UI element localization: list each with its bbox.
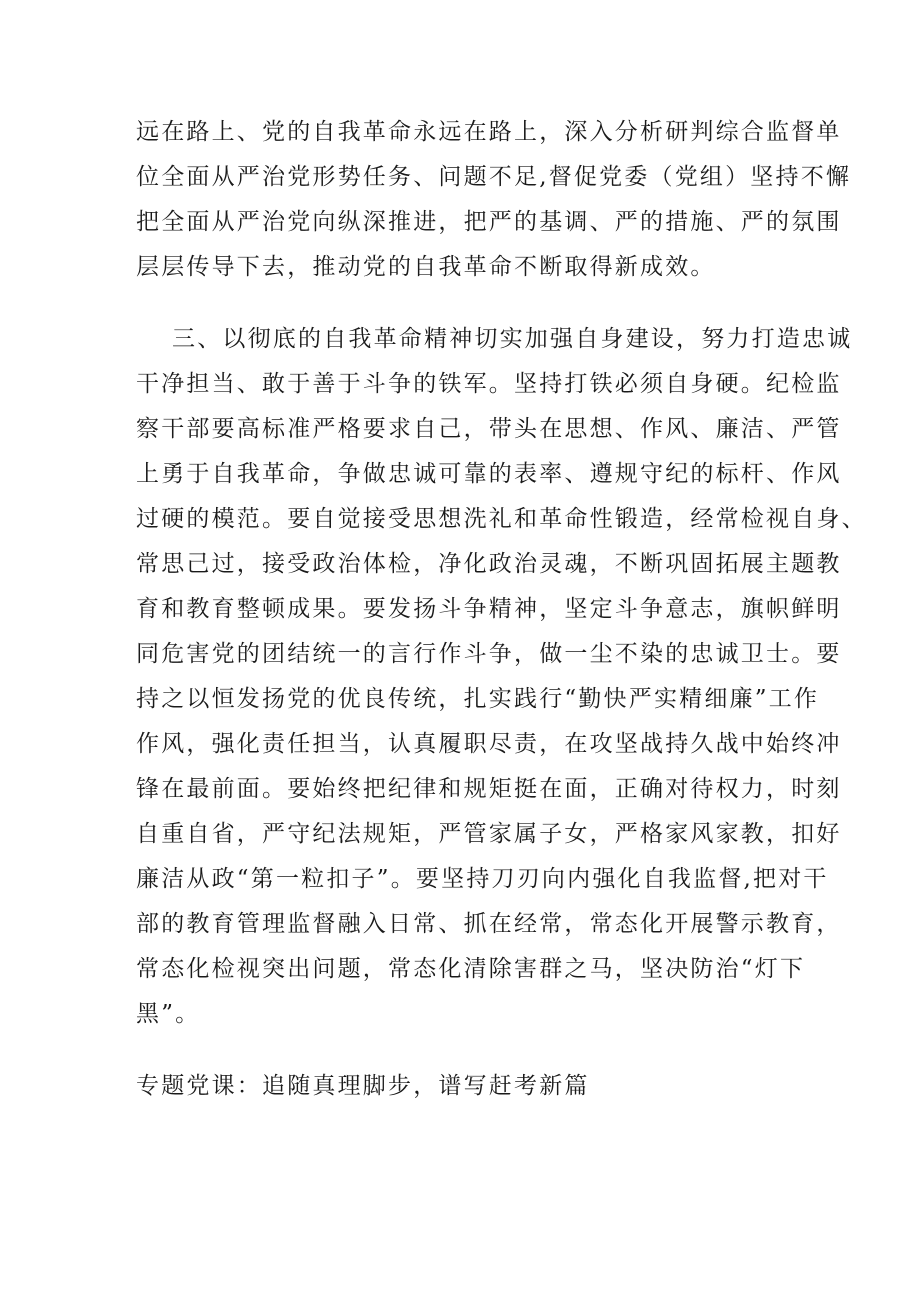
paragraph-2-line-14: 部的教育管理监督融入日常、抓在经常，常态化开展警示教育， xyxy=(136,911,842,937)
paragraph-2-line-13: 廉洁从政“第一粒扣子”。要坚持刀刃向内强化自我监督,把对干 xyxy=(136,866,829,892)
paragraph-2-line-9: 持之以恒发扬党的优良传统，扎实践行“勤快严实精细廉”工作 xyxy=(136,686,820,712)
paragraph-2-line-16: 黑”。 xyxy=(136,1001,201,1027)
paragraph-1-line-2: 位全面从严治党形势任务、问题不足,督促党委（党组）坚持不懈 xyxy=(136,164,852,190)
section-heading: 专题党课：追随真理脚步，谱写赶考新篇 xyxy=(136,1073,590,1099)
paragraph-2-line-4: 上勇于自我革命，争做忠诚可靠的表率、遵规守纪的标杆、作风 xyxy=(136,461,842,487)
paragraph-2-line-15: 常态化检视突出问题，常态化清除害群之马，坚决防治“灯下 xyxy=(136,956,806,982)
paragraph-1-line-1: 远在路上、党的自我革命永远在路上，深入分析研判综合监督单 xyxy=(136,119,842,145)
paragraph-2-line-7: 育和教育整顿成果。要发扬斗争精神，坚定斗争意志，旗帜鲜明 xyxy=(136,596,842,622)
paragraph-2-line-2: 干净担当、敢于善于斗争的铁军。坚持打铁必须自身硬。纪检监 xyxy=(136,371,842,397)
paragraph-1-line-3: 把全面从严治党向纵深推进，把严的基调、严的措施、严的氛围 xyxy=(136,209,842,235)
paragraph-1-line-4: 层层传导下去，推动党的自我革命不断取得新成效。 xyxy=(136,254,716,280)
paragraph-2-line-12: 自重自省，严守纪法规矩，严管家属子女，严格家风家教，扣好 xyxy=(136,821,842,847)
paragraph-2-line-3: 察干部要高标准严格要求自己，带头在思想、作风、廉洁、严管 xyxy=(136,416,842,442)
paragraph-2-line-6: 常思己过，接受政治体检，净化政治灵魂，不断巩固拓展主题教 xyxy=(136,551,842,577)
paragraph-2-line-8: 同危害党的团结统一的言行作斗争，做一尘不染的忠诚卫士。要 xyxy=(136,641,842,667)
paragraph-2-line-5: 过硬的模范。要自觉接受思想洗礼和革命性锻造，经常检视自身、 xyxy=(136,506,867,532)
paragraph-2-line-10: 作风，强化责任担当，认真履职尽责，在攻坚战持久战中始终冲 xyxy=(136,731,842,757)
paragraph-2-line-1: 三、以彻底的自我革命精神切实加强自身建设，努力打造忠诚 xyxy=(172,326,853,352)
paragraph-2-line-11: 锋在最前面。要始终把纪律和规矩挺在面，正确对待权力，时刻 xyxy=(136,776,842,802)
